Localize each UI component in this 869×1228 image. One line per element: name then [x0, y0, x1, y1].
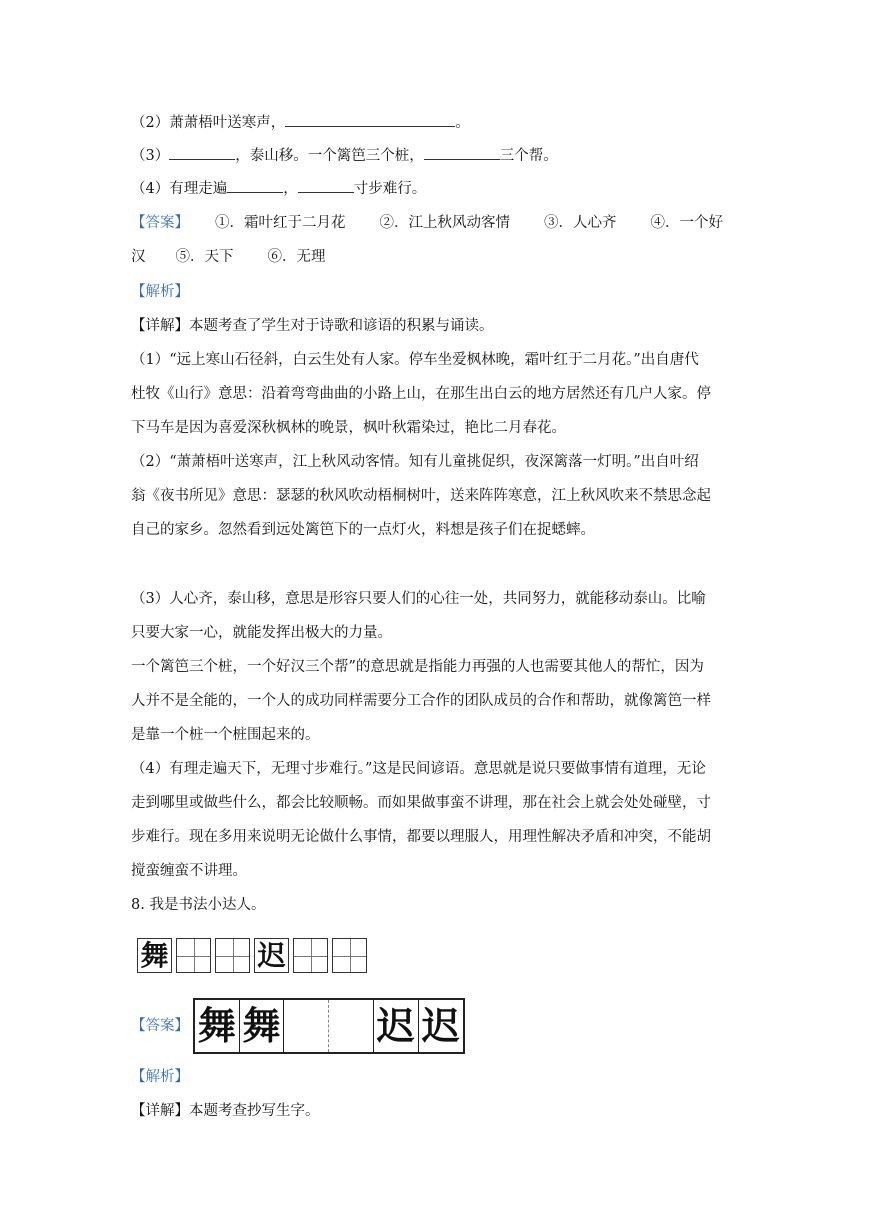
detail2-label: 【详解】 — [131, 1103, 189, 1119]
practice-grid-row — [137, 938, 371, 973]
practice-char: 舞 — [140, 938, 169, 972]
para2-line: 自己的家乡。忽然看到远处篱笆下的一点灯火，料想是孩子们在捉蟋蟀。 — [131, 522, 595, 538]
answer-char — [329, 1000, 373, 1052]
answer-blank[interactable] — [227, 179, 283, 193]
answer-blank[interactable] — [285, 113, 455, 127]
answer-char: 迟 — [421, 1003, 460, 1048]
question-3-line: （3） ，泰山移。一个篱笆三个桩， 三个帮。 — [131, 148, 558, 164]
answer-line-1 — [131, 212, 723, 234]
para4-line: 走到哪里或做些什么，都会比较顺畅。而如果做事蛮不讲理，那在社会上就会处处碰壁，寸 — [131, 795, 711, 811]
question-4-line: （4）有理走遍 ， 寸步难行。 — [131, 181, 427, 197]
answer-char: 舞 — [242, 1003, 281, 1048]
answer-char: 舞 — [197, 1003, 236, 1048]
question-8: 8. 我是书法小达人。 — [131, 897, 266, 913]
answer-option: ④．一个好 — [650, 215, 723, 231]
answer-label: 【答案】 — [131, 215, 189, 231]
para3-line: 只要大家一心，就能发挥出极大的力量。 — [131, 625, 392, 641]
detail2-line — [131, 1100, 320, 1122]
para3-line: 人并不是全能的，一个人的成功同样需要分工合作的团队成员的合作和帮助，就像篱笆一样 — [131, 693, 711, 709]
detail2-text: 本题考查抄写生字。 — [189, 1103, 320, 1119]
para3-line: （3）人心齐，泰山移，意思是形容只要人们的心往一处，共同努力，就能移动泰山。比喻 — [131, 591, 706, 607]
para2-line: 翁《夜书所见》意思：瑟瑟的秋风吹动梧桐树叶，送来阵阵寒意，江上秋风吹来不禁思念起 — [131, 488, 711, 504]
answer2-label: 【答案】 — [131, 1018, 189, 1034]
practice-cell[interactable] — [293, 938, 328, 973]
practice-cell[interactable] — [332, 938, 367, 973]
para4-line: 步难行。现在多用来说明无论做什么事情，都要以理服人，用理性解决矛盾和冲突，不能胡 — [131, 829, 711, 845]
answer-option: ⑤．天下 — [175, 249, 234, 265]
answer-option-cont: 汉 — [131, 249, 146, 265]
answer-grid — [193, 998, 465, 1054]
practice-cell — [254, 938, 289, 973]
answer-blank[interactable] — [169, 146, 235, 160]
answer-cell — [329, 1000, 374, 1052]
answer-cell — [419, 1000, 464, 1052]
analysis-label: 【解析】 — [131, 284, 189, 300]
answer-cell — [284, 1000, 329, 1052]
practice-cell[interactable] — [215, 938, 250, 973]
answer-cell — [374, 1000, 419, 1052]
answer-blank[interactable] — [424, 146, 500, 160]
practice-char: 迟 — [257, 938, 286, 972]
answer-char: 迟 — [376, 1003, 415, 1048]
para1-line: 下马车是因为喜爱深秋枫林的晚景，枫叶秋霜染过，艳比二月春花。 — [131, 420, 566, 436]
para1-line: （1）“远上寒山石径斜，白云生处有人家。停车坐爱枫林晚，霜叶红于二月花。”出自唐代 — [131, 352, 699, 368]
answer-cell — [240, 1000, 285, 1052]
para3-line: 是靠一个桩一个桩围起来的。 — [131, 727, 320, 743]
answer-option: ③．人心齐 — [544, 215, 617, 231]
analysis2-label: 【解析】 — [131, 1069, 189, 1085]
answer-blank[interactable] — [298, 179, 354, 193]
answer-option: ①．霜叶红于二月花 — [215, 215, 346, 231]
para1-line: 杜牧《山行》意思：沿着弯弯曲曲的小路上山，在那生出白云的地方居然还有几户人家。停 — [131, 386, 711, 402]
question-2-line: （2）萧萧梧叶送寒声， 。 — [131, 115, 470, 131]
practice-cell — [137, 938, 172, 973]
para4-line: （4）有理走遍天下，无理寸步难行。”这是民间谚语。意思就是说只要做事情有道理，无论 — [131, 761, 706, 777]
answer-option: ②．江上秋风动客情 — [379, 215, 510, 231]
para4-line: 搅蛮缠蛮不讲理。 — [131, 863, 247, 879]
answer-option: ⑥．无理 — [267, 249, 326, 265]
para2-line: （2）“萧萧梧叶送寒声，江上秋风动客情。知有儿童挑促织，夜深篱落一灯明。”出自叶绍 — [131, 454, 699, 470]
practice-cell[interactable] — [176, 938, 211, 973]
detail-line — [131, 315, 494, 337]
detail-label: 【详解】 — [131, 318, 189, 334]
para3-line: 一个篱笆三个桩，一个好汉三个帮”的意思就是指能力再强的人也需要其他人的帮忙，因为 — [131, 659, 704, 675]
answer-char — [284, 1000, 328, 1052]
detail-text: 本题考查了学生对于诗歌和谚语的积累与诵读。 — [189, 318, 494, 334]
answer-line-2 — [131, 246, 326, 268]
answer-cell — [195, 1000, 240, 1052]
